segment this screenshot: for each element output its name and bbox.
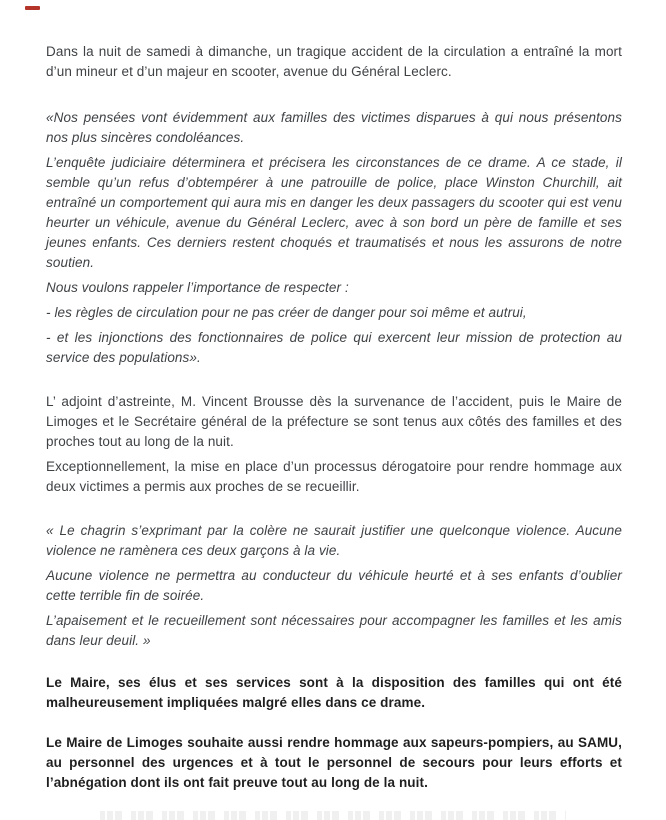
intro-paragraph: Dans la nuit de samedi à dimanche, un tragique accident de la circulation a entraîné la mort d’un mineur et d’un majeur en scooter, avenue du Général Leclerc. xyxy=(46,44,622,79)
quote-paragraph-appeasement: L’apaisement et le recueillement sont nécessaires pour accompagner les familles et les amis dans leur deuil. » xyxy=(46,613,622,648)
red-mark xyxy=(25,6,40,10)
quote-paragraph-investigation: L’enquête judiciaire déterminera et précisera les circonstances de ce drame. A ce stade, il semble qu’un refus d’obtempérer à une patrouille de police, place Winston Churchill, ait entraîné un comportement qui aura mis en danger les deux passagers du scooter qui est venu heurter un véhicule, avenue du Général Leclerc, avec à son bord un père de famille et ses jeunes enfants. Ces derniers restent choqués et traumatisés et nous les assurons de notre soutien. xyxy=(46,155,622,270)
appeasement-quote-section xyxy=(46,521,622,651)
quote-paragraph-no-violence: Aucune violence ne permettra au conducteur du véhicule heurté et à ses enfants d’oublier cette terrible fin de soirée. xyxy=(46,568,622,603)
intro-section xyxy=(46,42,622,82)
quote-list-item-rules: - les règles de circulation pour ne pas créer de danger pour soi même et autrui, xyxy=(46,305,527,320)
mayor-quote-section xyxy=(46,108,622,368)
bold-paragraph-support: Le Maire, ses élus et ses services sont à la disposition des familles qui ont été malheureusement impliquées malgré elles dans ce drame. xyxy=(46,675,622,710)
quote-paragraph-condolences: «Nos pensées vont évidemment aux familles des victimes disparues à qui nous présentons nos plus sincères condoléances. xyxy=(46,110,622,145)
mayor-homage-section xyxy=(46,733,622,793)
paragraph-officials: L’ adjoint d’astreinte, M. Vincent Brousse dès la survenance de l’accident, puis le Maire de Limoges et le Secrétaire général de la préfecture se sont tenus aux côtés des familles et des proches tout au long de la nuit. xyxy=(46,394,622,449)
watermark-strip xyxy=(100,811,566,820)
mayor-support-section xyxy=(46,673,622,713)
quote-list-item-police: - et les injonctions des fonctionnaires de police qui exercent leur mission de protection au service des populations». xyxy=(46,330,622,365)
quote-paragraph-grief: « Le chagrin s’exprimant par la colère ne saurait justifier une quelconque violence. Aucune violence ne ramènera ces deux garçons à la vie. xyxy=(46,523,622,558)
quote-paragraph-reminder: Nous voulons rappeler l’importance de respecter : xyxy=(46,280,349,295)
officials-section xyxy=(46,392,622,497)
document-body xyxy=(46,42,622,793)
paragraph-tribute-process: Exceptionnellement, la mise en place d’un processus dérogatoire pour rendre hommage aux deux victimes a permis aux proches de se recueillir. xyxy=(46,459,622,494)
bold-paragraph-homage: Le Maire de Limoges souhaite aussi rendre hommage aux sapeurs-pompiers, au SAMU, au personnel des urgences et à tout le personnel de secours pour leurs efforts et l’abnégation dont ils ont fait preuve tout au long de la nuit. xyxy=(46,735,622,790)
